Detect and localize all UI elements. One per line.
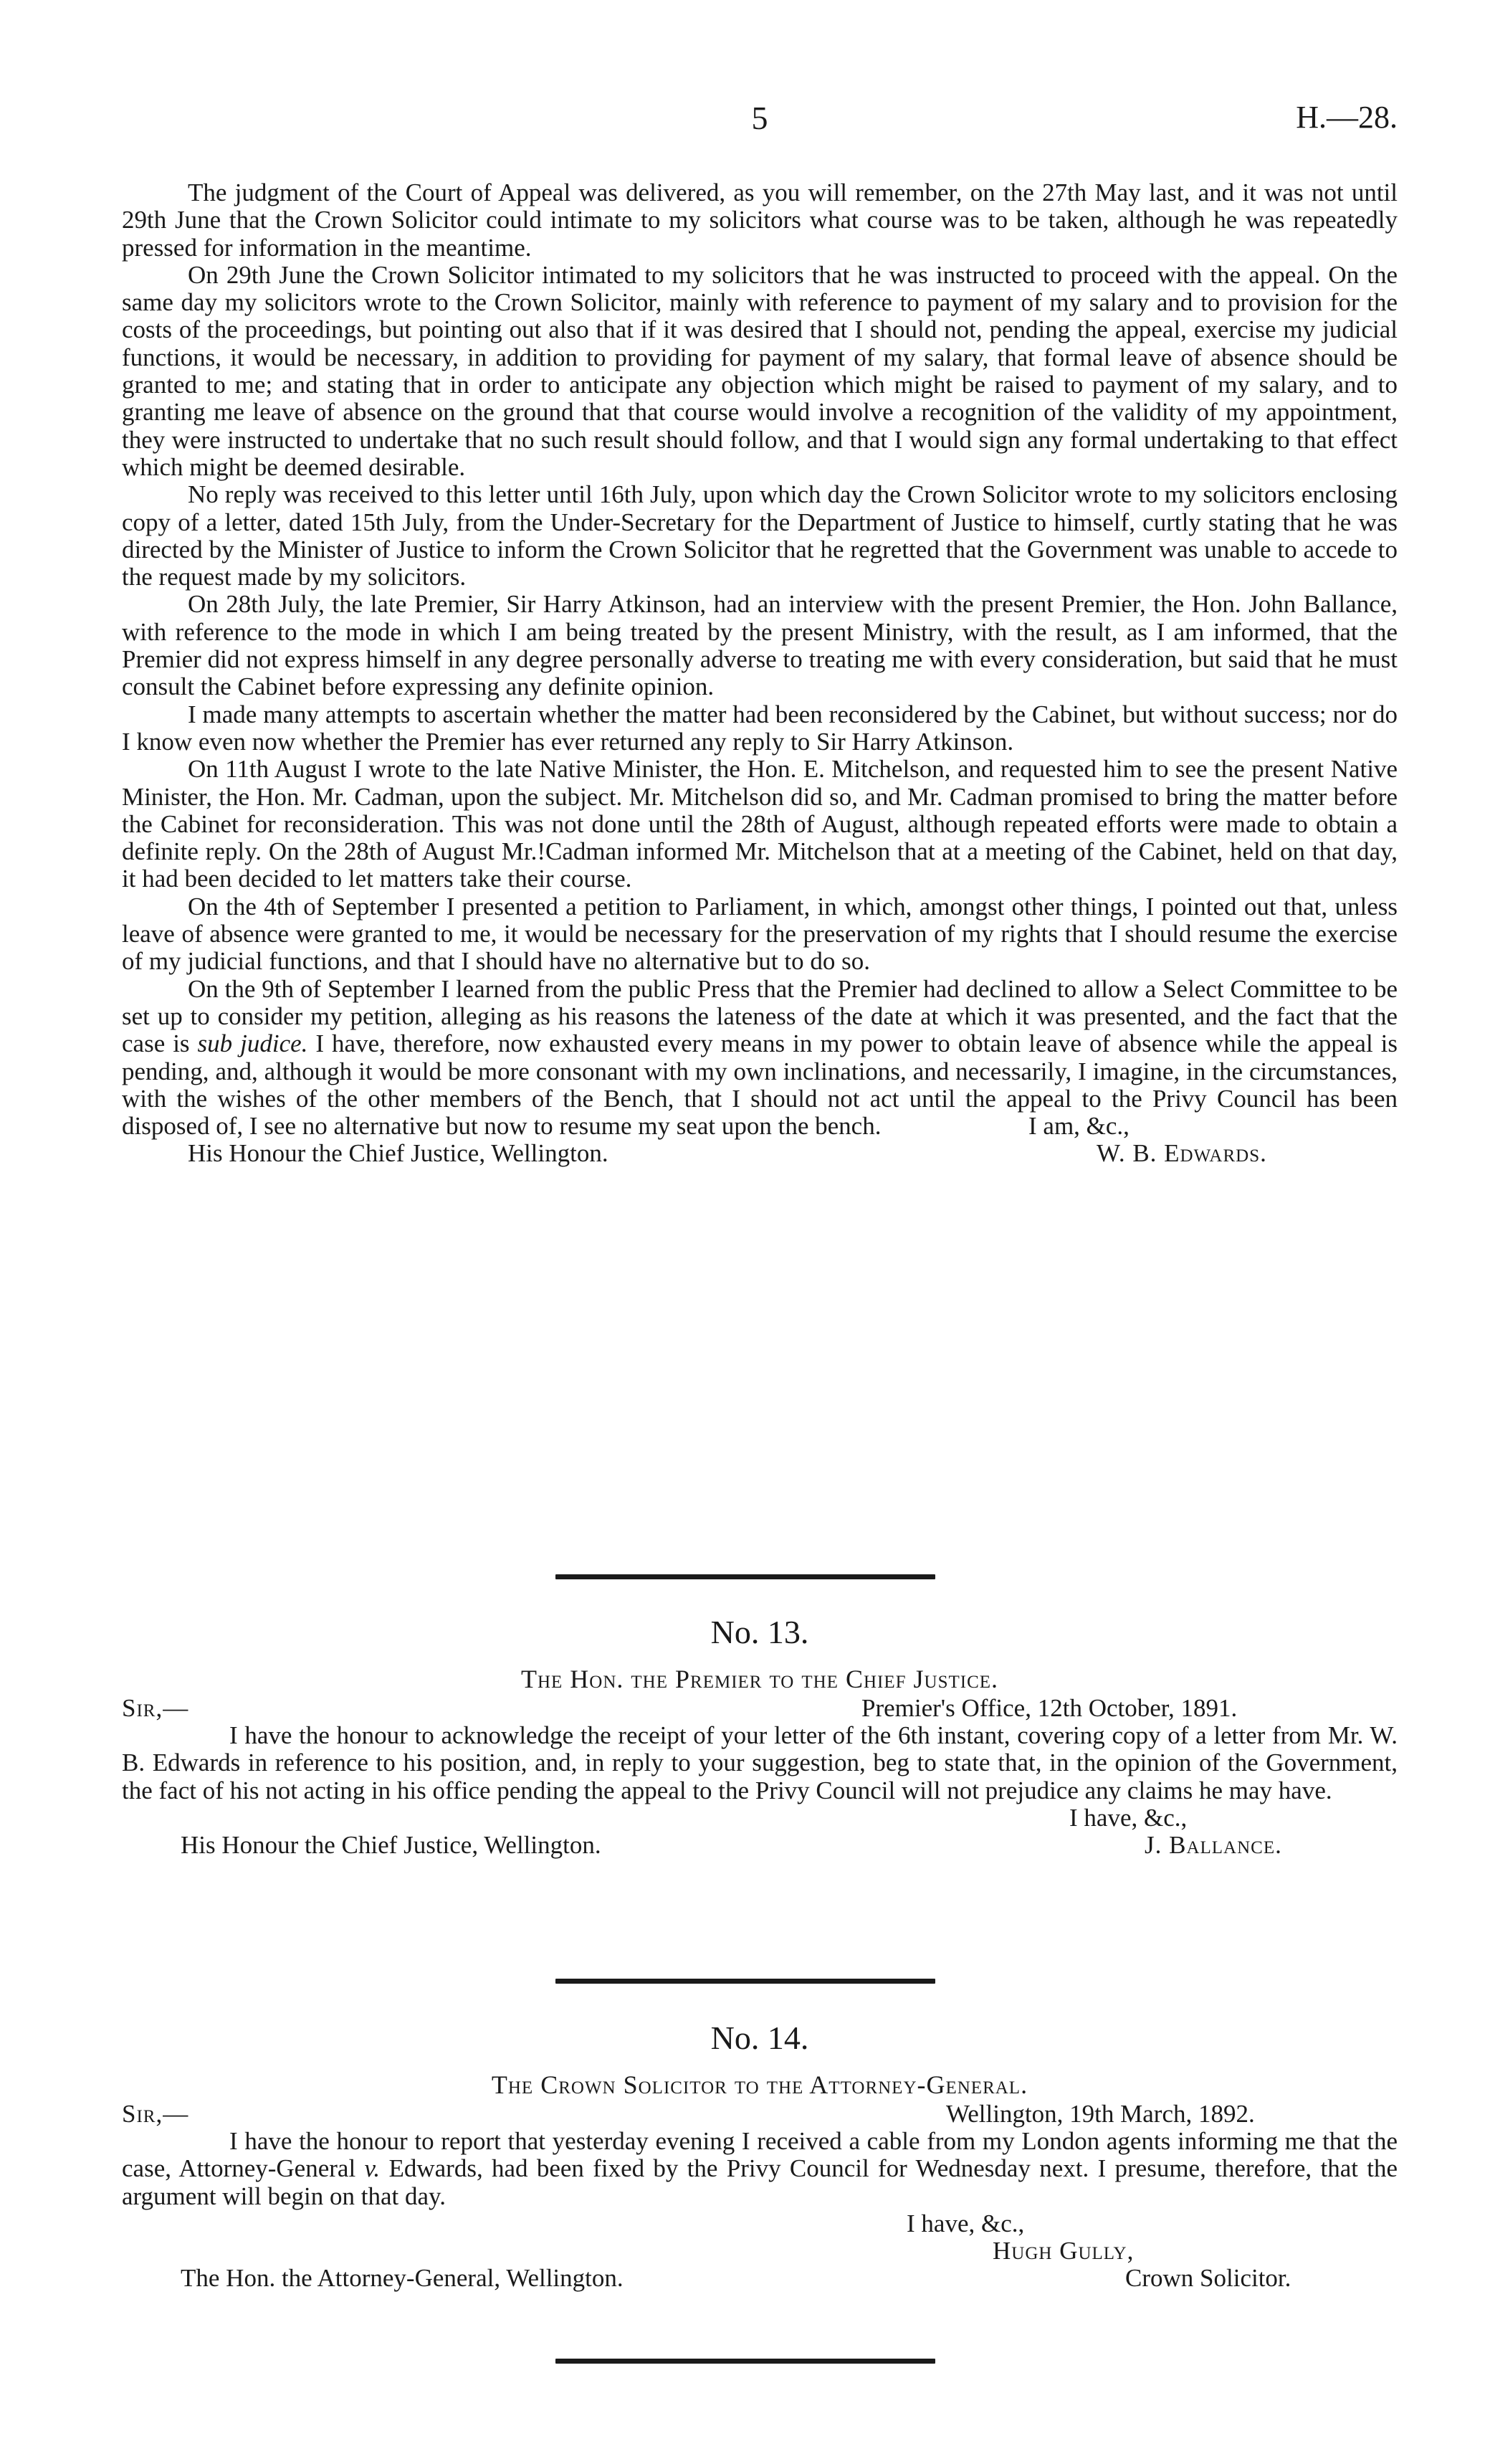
paragraph: The judgment of the Court of Appeal was delivered, as you will remember, on the 27th May last, and it was not until 29th June that the Crown Solicitor could intimate to my solicitors what course was to be taken, although he was repeatedly pressed for information in the meantime. xyxy=(122,179,1398,262)
paragraph: On the 4th of September I presented a petition to Parliament, in which, amongst other things, I pointed out that, unless leave of absence were granted to me, it would be necessary for the preservation of my rights that I should resume the exercise of my judicial functions, and that I should have no alternative but to do so. xyxy=(122,892,1398,976)
signature-row xyxy=(122,1832,1398,1859)
section-divider xyxy=(555,1979,935,1984)
addressee: The Hon. the Attorney-General, Wellington. xyxy=(181,2263,624,2292)
signature-row xyxy=(122,2265,1398,2292)
signature-name-row xyxy=(122,2237,1398,2265)
paragraph: On 28th July, the late Premier, Sir Harry Atkinson, had an interview with the present Premier, the Hon. John Ballance, with reference to the mode in which I am being treated by the present Ministry, with the result, as I am informed, that the Premier did not express himself in any degree personally adverse to treating me with every consideration, but said that he must consult the Cabinet before expressing any definite opinion. xyxy=(122,590,1398,701)
salutation-row xyxy=(122,2101,1398,2128)
closing: I have, &c., xyxy=(907,2209,1025,2237)
letter-body xyxy=(122,1722,1398,1804)
closing-row xyxy=(122,2210,1398,2237)
signature: J. Ballance. xyxy=(1145,1830,1282,1859)
letter-13 xyxy=(122,1614,1398,1859)
place-date: Wellington, 19th March, 1892. xyxy=(946,2100,1255,2128)
signature: W. B. Edwards. xyxy=(1097,1139,1267,1168)
paragraph xyxy=(122,976,1398,1141)
salutation: Sir,— xyxy=(122,1694,189,1722)
page-number: 5 xyxy=(751,100,768,136)
salutation-row xyxy=(122,1695,1398,1722)
signature-row xyxy=(122,1140,1398,1167)
paragraph xyxy=(122,2128,1398,2210)
place-date: Premier's Office, 12th October, 1891. xyxy=(861,1694,1238,1722)
letter-body xyxy=(122,2128,1398,2210)
letter-heading: The Hon. the Premier to the Chief Justice. xyxy=(520,1665,999,1693)
paragraph: On 29th June the Crown Solicitor intimated to my solicitors that he was instructed to proceed with the appeal. On the same day my solicitors wrote to the Crown Solicitor, mainly with reference to payment of my salary and to provision for the costs of the proceedings, but pointing out also that if it was desired that I should not, pending the appeal, exercise my judicial functions, it would be necessary, in addition to providing for payment of my salary, that formal leave of absence should be granted to me; and stating that in order to anticipate any objection which might be raised to payment of my salary, and to granting me leave of absence on the ground that that course would involve a recognition of the validity of my appointment, they were instructed to undertake that no such result should follow, and that I would sign any formal undertaking to that effect which might be deemed desirable. xyxy=(122,260,1398,481)
paragraph-text: Edwards, had been fixed by the Privy Council for Wednesday next. I presume, therefore, that the argument will begin on that day. xyxy=(122,2154,1398,2210)
paragraph-text: On the 9th of September I learned from the public Press that the Premier had declined to allow a Select Committee to be set up to consider my petition, alleging as his reasons the lateness of the date at which it was presented, and the fact that the case is xyxy=(122,974,1398,1058)
latin-abbrev: v. xyxy=(364,2154,381,2183)
paragraph-text: I have the honour to report that yesterday evening I received a cable from my London agents informing me that the case, Attorney-General xyxy=(122,2127,1398,2183)
section-divider xyxy=(555,1574,935,1579)
paragraph: I have the honour to acknowledge the receipt of your letter of the 6th instant, covering copy of a letter from Mr. W. B. Edwards in reference to his position, and, in reply to your suggestion, beg to state that, in the opinion of the Government, the fact of his not acting in his office pending the appeal to the Privy Council will not prejudice any claims he may have. xyxy=(122,1721,1398,1804)
document-reference: H.—28. xyxy=(1296,100,1398,135)
latin-phrase: sub judice. xyxy=(197,1029,308,1058)
letter-heading: The Crown Solicitor to the Attorney-General. xyxy=(491,2070,1028,2099)
closing: I am, &c., xyxy=(1028,1112,1130,1141)
closing-row xyxy=(122,1804,1398,1832)
paragraph: On 11th August I wrote to the late Native Minister, the Hon. E. Mitchelson, and requested him to see the present Native Minister, the Hon. Mr. Cadman, upon the subject. Mr. Mitchelson did so, and Mr. Cadman promised to bring the matter before the Cabinet for reconsideration. This was not done until the 28th of August, although repeated efforts were made to obtain a definite reply. On the 28th of August Mr.!Cadman informed Mr. Mitchelson that at a meeting of the Cabinet, held on that day, it had been decided to let matters take their course. xyxy=(122,755,1398,893)
letter-number: No. 14. xyxy=(710,2020,809,2056)
section-divider xyxy=(555,2359,935,2364)
letter-14 xyxy=(122,2020,1398,2292)
salutation: Sir,— xyxy=(122,2100,189,2128)
paragraph: I made many attempts to ascertain whether the matter had been reconsidered by the Cabinet, but without success; nor do I know even now whether the Premier has ever returned any reply to Sir Harry Atkinson. xyxy=(122,700,1398,756)
signature-title: Crown Solicitor. xyxy=(1125,2263,1291,2292)
paragraph: No reply was received to this letter until 16th July, upon which day the Crown Solicitor wrote to my solicitors enclosing copy of a letter, dated 15th July, from the Under-Secretary for the Department of Justice to himself, curtly stating that he was directed by the Minister of Justice to inform the Crown Solicitor that he regretted that the Government was unable to accede to the request made by my solicitors. xyxy=(122,480,1398,591)
closing: I have, &c., xyxy=(1069,1803,1188,1832)
letter-number: No. 13. xyxy=(710,1614,809,1650)
addressee: His Honour the Chief Justice, Wellington. xyxy=(188,1139,608,1168)
letter-12-body xyxy=(122,179,1398,1167)
addressee: His Honour the Chief Justice, Wellington. xyxy=(181,1830,601,1859)
paragraph-text: I have, therefore, now exhausted every means in my power to obtain leave of absence while the appeal is pending, and, although it would be more consonant with my own inclinations, and necessarily, I imagine, in the circumstances, with the wishes of the other members of the Bench, that I should not act until the appeal to the Privy Council has been disposed of, I see no alternative but now to resume my seat upon the bench. xyxy=(122,1029,1398,1141)
page-header xyxy=(122,99,1398,142)
signature-name: Hugh Gully, xyxy=(993,2236,1135,2265)
